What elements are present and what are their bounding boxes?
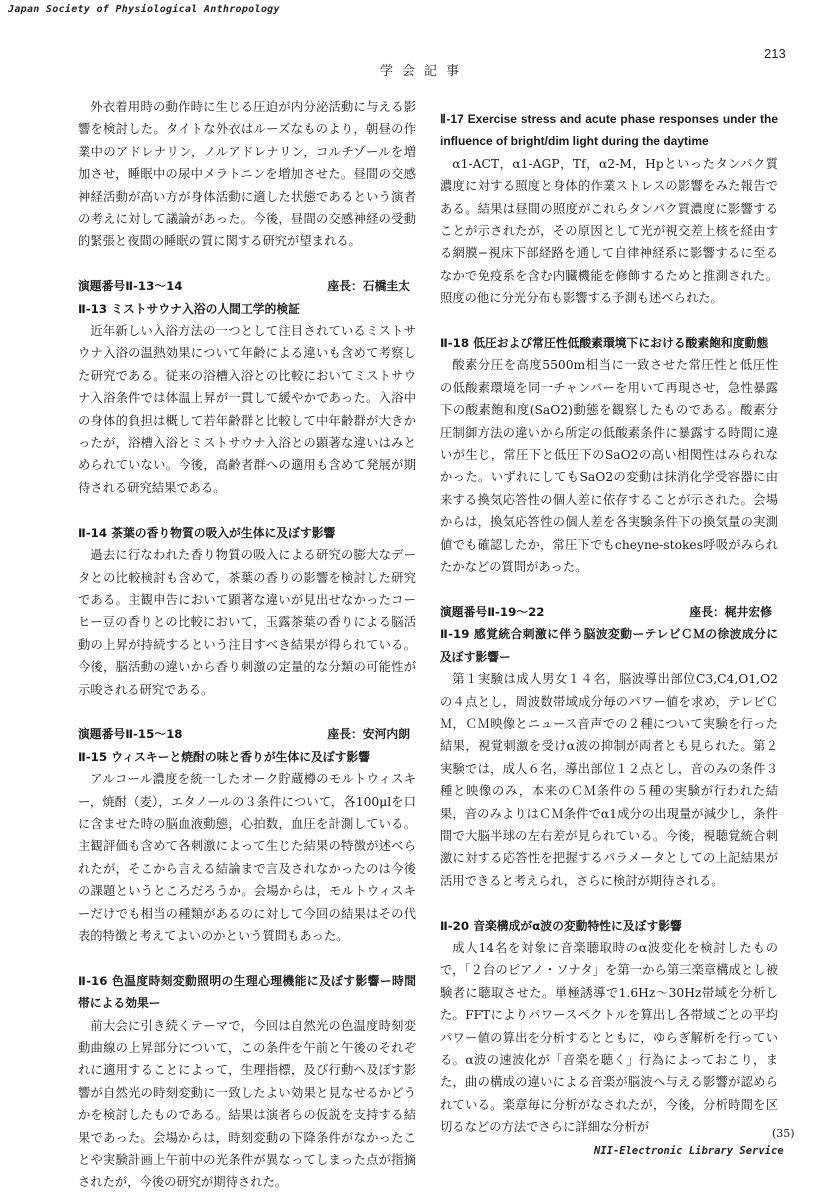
footer-library-name: NII-Electronic Library Service <box>594 1145 784 1157</box>
talk-title-16: Ⅱ-16 色温度時刻変動照明の生理心理機能に及ぼす影響ー時間帯による効果ー <box>78 973 416 1011</box>
session-chair: 座長：梶井宏修 <box>689 604 772 619</box>
session-chair: 座長：安河内朗 <box>327 727 410 742</box>
session-header-13-14 <box>78 275 416 297</box>
talk-body-18: 酸素分圧を高度5500m相当に一致させた常圧性と低圧性の低酸素環境を同一チャンバーを用いて再現させ，急性暴露下の酸素飽和度(SaO2)動態を観察したものである。酸素分圧制御方法の違いから所定の低酸素条件に暴露する時間に違いが生じ，常圧下と低圧下のSaO2の高い相関性はみられなかった。いずれにしてもSaO2の変動は抹消化学受容器に由来する換気応答性の個人差に依存することが示された。会場からは，換気応答性の個人差を各実験条件下の換気量の実測値でも確認したか，常圧下でもcheyne-stokes呼吸がみられたかなどの質問があった。 <box>440 358 778 575</box>
session-label: 演題番号Ⅱ-19〜22 <box>440 604 545 619</box>
session-label: 演題番号Ⅱ-13〜14 <box>78 279 183 294</box>
talk-title-17: Ⅱ-17 Exercise stress and acute phase responses under the influence of bright/dim light during the daytime <box>440 112 778 149</box>
society-header: Japan Society of Physiological Anthropology <box>8 4 280 15</box>
session-header-15-18 <box>78 723 416 745</box>
talk-title-18: Ⅱ-18 低圧および常圧性低酸素環境下における酸素飽和度動態 <box>440 336 769 351</box>
talk-body-15: アルコール濃度を統一したオーク貯蔵樽のモルトウィスキー，焼酎（麦），エタノールの３条件について，各100μlを口に含ませた時の脳血液動態，心拍数，血圧を計測している。主観評価も含めて各刺激によって生じた結果の特徴が述べられたが，そこから言える結論まで言及されなかったのは今後の課題というところだろうか。会場からは，モルトウィスキーだけでも相当の種類があるのに対して今回の結果はその代表的特徴と考えてよいのかという質問もあった。 <box>78 772 416 943</box>
talk-title-19: Ⅱ-19 感覚統合刺激に伴う脳波変動ーテレビＣＭの徐波成分に及ぼす影響ー <box>440 627 778 664</box>
talk-title-14: Ⅱ-14 茶葉の香り物質の吸入が生体に及ぼす影響 <box>78 525 336 540</box>
intro-paragraph: 外衣着用時の動作時に生じる圧迫が内分泌活動に与える影響を検討した。タイトな外衣はルーズなものより，朝昼の作業中のアドレナリン，ノルアドレナリン，コルチゾールを増加させ，睡眠中の尿中メラトニンを増加させた。昼間の交感神経活動が高い方が身体活動に適した状態であるという演者の考えに対して議論があった。今後，昼間の交感神経の受動的緊張と夜間の睡眠の質に関する研究が望まれる。 <box>78 100 416 249</box>
left-column <box>78 96 416 1194</box>
page-number: 213 <box>764 46 786 61</box>
session-header-19-22 <box>440 601 778 623</box>
talk-body-19: 第１実験は成人男女１４名，脳波導出部位C3,C4,O1,O2の４点とし，周波数帯域成分毎のパワー値を求め，テレビＣＭ，ＣＭ映像とニュース音声での２種について実験を行った結果，視覚刺激を受けα波の抑制が両者とも見られた。第２実験では，成人６名，導出部位１２点とし，音のみの条件３種と映像のみ，本来のＣＭ条件の５種の実験が行われた結果，音のみよりはＣＭ条件でα1成分の出現量が減少し，条件間で大脳半球の左右差が見られている。今後，視聴覚統合刺激に対する応答性を把握するパラメータとしての上記結果が活用できると考えられ，さらに検討が期待される。 <box>440 672 778 888</box>
section-title: 学会記事 <box>380 64 469 79</box>
session-label: 演題番号Ⅱ-15〜18 <box>78 727 183 742</box>
talk-title-13: Ⅱ-13 ミストサウナ入浴の人間工学的検証 <box>78 301 300 316</box>
talk-body-16: 前大会に引き続くテーマで，今回は自然光の色温度時刻変動曲線の上昇部分について，この条件を午前と午後のそれぞれに適用することによって，生理指標，及び行動へ及ぼす影響が自然光の時刻変動に一致したよい効果と見なせるかどうかを検討したものである。結果は演者らの仮説を支持する結果であった。会場からは，時刻変動の下降条件がなかったことや実験計画上午前中の光条件が異なってしまった点が指摘されたが，今後の研究が期待された。 <box>78 1018 416 1190</box>
talk-body-14: 過去に行なわれた香り物質の吸入による研究の膨大なデータとの比較検討も含めて，茶葉の香りの影響を検討した研究である。主観申告において顕著な違いが見出せなかったコーヒー豆の香りとの比較において，玉露茶葉の香りによる脳活動の上昇が持続するという注目すべき結果が得られている。今後，脳活動の違いから香り刺激の定量的な分類の可能性が示唆される研究である。 <box>78 548 416 697</box>
talk-title-20: Ⅱ-20 音楽構成がα波の変動特性に及ぼす影響 <box>440 918 682 933</box>
talk-body-13: 近年新しい入浴方法の一つとして注目されているミストサウナ入浴の温熱効果について年齢による違いも含めて考察した研究である。従来の浴槽入浴との比較においてミストサウナ入浴条件では体温上昇が一貫して緩やかであった。入浴中の身体的負担は概して若年齢群と比較して中年齢群が大きかったが，浴槽入浴とミストサウナ入浴との顕著な違いはみとめられていない。今後，高齢者群への適用も含めて発展が期待される研究結果である。 <box>78 324 416 495</box>
right-column <box>440 96 778 1139</box>
session-chair: 座長：石橋圭太 <box>327 279 410 294</box>
talk-body-17: α1-ACT，α1-AGP，Tf，α2-M，Hpといったタンパク質濃度に対する照度と身体的作業ストレスの影響をみた報告である。結果は昼間の照度がこれらタンパク質濃度に影響することが示されたが，その原因として光が視交差上核を経由する網膜−視床下部経路を通して自律神経系に影響するに至るなかで免疫系を含む内臓機能を修飾するためと推測された。照度の他に分光分布も影響する予測も述べられた。 <box>440 156 778 306</box>
talk-title-15: Ⅱ-15 ウィスキーと焼酎の味と香りが生体に及ぼす影響 <box>78 749 371 764</box>
footer-page-label: (35) <box>772 1127 795 1140</box>
talk-body-20: 成人14名を対象に音楽聴取時のα波変化を検討したもので，「２台のピアノ・ソナタ」を第一から第三楽章構成とし被験者に聴取させた。単極誘導で1.6Hz〜30Hz帯域を分析した。FFTによりパワースペクトルを算出し各帯域ごとの平均パワー値の算出を分析するとともに，ゆらぎ解析を行っている。α波の速波化が「音楽を聴く」行為によっておこり，また，曲の構成の違いによる音楽が脳波へ与える影響が認められている。楽章毎に分析がなされたが，今後，分析時間を区切るなどの方法でさらに詳細な分析が <box>440 940 778 1135</box>
